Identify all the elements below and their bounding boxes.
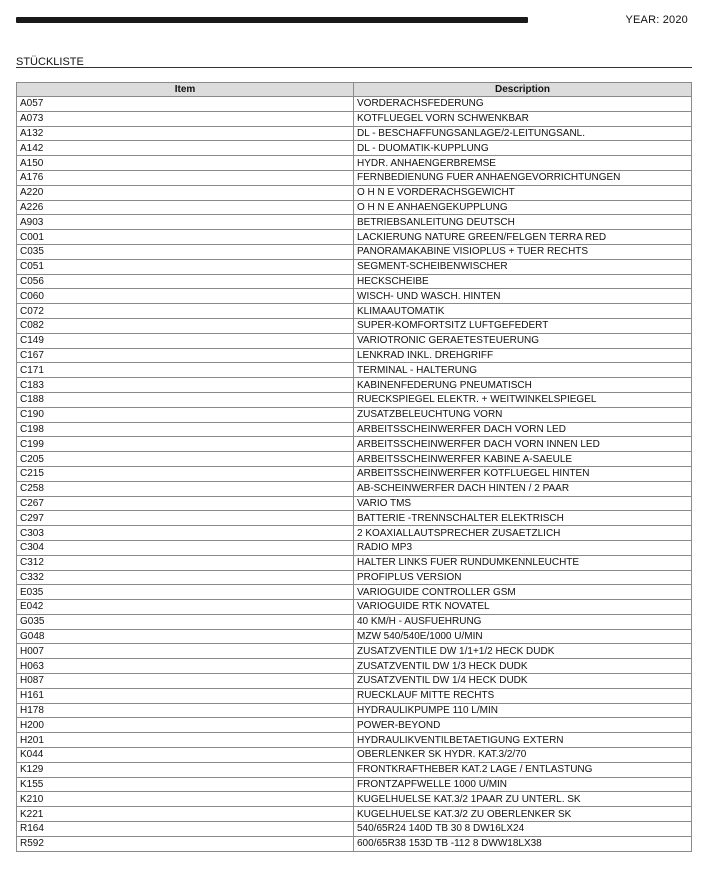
table-row — [17, 392, 692, 407]
table-row — [17, 407, 692, 422]
table-row — [17, 289, 692, 304]
item-code-cell: K044 — [17, 748, 354, 763]
table-row — [17, 526, 692, 541]
item-description-cell: RUECKLAUF MITTE RECHTS — [354, 688, 692, 703]
item-description-cell: ZUSATZBELEUCHTUNG VORN — [354, 407, 692, 422]
item-code-cell: C188 — [17, 392, 354, 407]
item-description-cell: ZUSATZVENTILE DW 1/1+1/2 HECK DUDK — [354, 644, 692, 659]
item-code-cell: A142 — [17, 141, 354, 156]
table-row — [17, 511, 692, 526]
table-row — [17, 111, 692, 126]
table-row — [17, 540, 692, 555]
item-description-cell: LENKRAD INKL. DREHGRIFF — [354, 348, 692, 363]
item-code-cell: C332 — [17, 570, 354, 585]
table-row — [17, 126, 692, 141]
table-row — [17, 230, 692, 245]
item-code-cell: R592 — [17, 836, 354, 851]
item-description-cell: KUGELHUELSE KAT.3/2 1PAAR ZU UNTERL. SK — [354, 792, 692, 807]
table-row — [17, 555, 692, 570]
table-row — [17, 363, 692, 378]
table-row — [17, 585, 692, 600]
item-description-cell: PROFIPLUS VERSION — [354, 570, 692, 585]
item-description-cell: POWER-BEYOND — [354, 718, 692, 733]
item-description-cell: VARIOGUIDE RTK NOVATEL — [354, 600, 692, 615]
year-label: YEAR: 2020 — [625, 14, 688, 26]
item-description-cell: TERMINAL - HALTERUNG — [354, 363, 692, 378]
item-code-cell: C167 — [17, 348, 354, 363]
table-row — [17, 215, 692, 230]
table-row — [17, 318, 692, 333]
item-description-cell: HECKSCHEIBE — [354, 274, 692, 289]
table-row — [17, 200, 692, 215]
item-description-cell: 540/65R24 140D TB 30 8 DW16LX24 — [354, 822, 692, 837]
item-code-cell: A073 — [17, 111, 354, 126]
item-code-cell: A903 — [17, 215, 354, 230]
item-description-cell: ARBEITSSCHEINWERFER KOTFLUEGEL HINTEN — [354, 466, 692, 481]
item-description-cell: ZUSATZVENTIL DW 1/3 HECK DUDK — [354, 659, 692, 674]
item-code-cell: C072 — [17, 304, 354, 319]
item-description-cell: BETRIEBSANLEITUNG DEUTSCH — [354, 215, 692, 230]
item-description-cell: ZUSATZVENTIL DW 1/4 HECK DUDK — [354, 674, 692, 689]
item-code-cell: C215 — [17, 466, 354, 481]
item-description-cell: VARIO TMS — [354, 496, 692, 511]
item-description-cell: KLIMAAUTOMATIK — [354, 304, 692, 319]
item-code-cell: A132 — [17, 126, 354, 141]
parts-table — [16, 82, 692, 852]
item-code-cell: A226 — [17, 200, 354, 215]
item-code-cell: G035 — [17, 614, 354, 629]
item-code-cell: C001 — [17, 230, 354, 245]
table-row — [17, 348, 692, 363]
item-code-cell: C297 — [17, 511, 354, 526]
item-description-cell: HYDRAULIKVENTILBETAETIGUNG EXTERN — [354, 733, 692, 748]
item-description-cell: ARBEITSSCHEINWERFER DACH VORN INNEN LED — [354, 437, 692, 452]
table-row — [17, 481, 692, 496]
item-code-cell: A176 — [17, 170, 354, 185]
table-row — [17, 185, 692, 200]
table-row — [17, 703, 692, 718]
table-row — [17, 437, 692, 452]
item-description-cell: LACKIERUNG NATURE GREEN/FELGEN TERRA RED — [354, 230, 692, 245]
item-description-cell: KUGELHUELSE KAT.3/2 ZU OBERLENKER SK — [354, 807, 692, 822]
table-row — [17, 614, 692, 629]
item-description-cell: RUECKSPIEGEL ELEKTR. + WEITWINKELSPIEGEL — [354, 392, 692, 407]
item-description-cell: HYDRAULIKPUMPE 110 L/MIN — [354, 703, 692, 718]
item-description-cell: RADIO MP3 — [354, 540, 692, 555]
item-code-cell: H178 — [17, 703, 354, 718]
item-code-cell: H007 — [17, 644, 354, 659]
item-code-cell: A150 — [17, 156, 354, 171]
table-row — [17, 792, 692, 807]
item-code-cell: R164 — [17, 822, 354, 837]
table-row — [17, 748, 692, 763]
item-description-cell: SEGMENT-SCHEIBENWISCHER — [354, 259, 692, 274]
item-description-cell: FRONTZAPFWELLE 1000 U/MIN — [354, 777, 692, 792]
item-code-cell: C258 — [17, 481, 354, 496]
item-description-cell: VARIOTRONIC GERAETESTEUERUNG — [354, 333, 692, 348]
item-description-cell: WISCH- UND WASCH. HINTEN — [354, 289, 692, 304]
item-description-cell: HALTER LINKS FUER RUNDUMKENNLEUCHTE — [354, 555, 692, 570]
table-row — [17, 156, 692, 171]
item-code-cell: H087 — [17, 674, 354, 689]
item-description-cell: SUPER-KOMFORTSITZ LUFTGEFEDERT — [354, 318, 692, 333]
item-code-cell: H201 — [17, 733, 354, 748]
table-row — [17, 807, 692, 822]
item-code-cell: C082 — [17, 318, 354, 333]
item-code-cell: C171 — [17, 363, 354, 378]
item-code-cell: C051 — [17, 259, 354, 274]
item-description-cell: KABINENFEDERUNG PNEUMATISCH — [354, 378, 692, 393]
item-description-cell: VARIOGUIDE CONTROLLER GSM — [354, 585, 692, 600]
item-code-cell: H063 — [17, 659, 354, 674]
item-code-cell: C303 — [17, 526, 354, 541]
table-row — [17, 822, 692, 837]
section-divider — [16, 67, 692, 68]
table-row — [17, 688, 692, 703]
table-row — [17, 674, 692, 689]
table-row — [17, 97, 692, 112]
item-description-cell: HYDR. ANHAENGERBREMSE — [354, 156, 692, 171]
table-row — [17, 259, 692, 274]
table-row — [17, 141, 692, 156]
item-code-cell: C060 — [17, 289, 354, 304]
item-description-cell: O H N E ANHAENGEKUPPLUNG — [354, 200, 692, 215]
item-code-cell: C035 — [17, 244, 354, 259]
item-description-cell: MZW 540/540E/1000 U/MIN — [354, 629, 692, 644]
item-code-cell: K221 — [17, 807, 354, 822]
item-description-cell: OBERLENKER SK HYDR. KAT.3/2/70 — [354, 748, 692, 763]
table-row — [17, 274, 692, 289]
section-title: STÜCKLISTE — [16, 56, 84, 68]
column-header-item: Item — [17, 83, 354, 97]
table-row — [17, 170, 692, 185]
table-row — [17, 496, 692, 511]
item-code-cell: H200 — [17, 718, 354, 733]
item-description-cell: 2 KOAXIALLAUTSPRECHER ZUSAETZLICH — [354, 526, 692, 541]
item-code-cell: K155 — [17, 777, 354, 792]
table-row — [17, 304, 692, 319]
item-description-cell: 600/65R38 153D TB -112 8 DWW18LX38 — [354, 836, 692, 851]
document-header — [16, 14, 692, 30]
item-description-cell: DL - DUOMATIK-KUPPLUNG — [354, 141, 692, 156]
item-code-cell: C312 — [17, 555, 354, 570]
item-description-cell: AB-SCHEINWERFER DACH HINTEN / 2 PAAR — [354, 481, 692, 496]
redacted-title — [16, 17, 528, 23]
table-row — [17, 333, 692, 348]
item-description-cell: O H N E VORDERACHSGEWICHT — [354, 185, 692, 200]
item-description-cell: BATTERIE -TRENNSCHALTER ELEKTRISCH — [354, 511, 692, 526]
table-row — [17, 466, 692, 481]
table-row — [17, 762, 692, 777]
item-code-cell: E035 — [17, 585, 354, 600]
item-code-cell: C183 — [17, 378, 354, 393]
item-code-cell: C205 — [17, 452, 354, 467]
item-description-cell: VORDERACHSFEDERUNG — [354, 97, 692, 112]
item-code-cell: G048 — [17, 629, 354, 644]
item-description-cell: KOTFLUEGEL VORN SCHWENKBAR — [354, 111, 692, 126]
table-row — [17, 244, 692, 259]
item-code-cell: K210 — [17, 792, 354, 807]
item-code-cell: C267 — [17, 496, 354, 511]
table-row — [17, 422, 692, 437]
item-code-cell: C199 — [17, 437, 354, 452]
table-row — [17, 378, 692, 393]
table-row — [17, 629, 692, 644]
table-header-row — [17, 83, 692, 97]
table-row — [17, 570, 692, 585]
table-row — [17, 600, 692, 615]
item-code-cell: C198 — [17, 422, 354, 437]
table-row — [17, 644, 692, 659]
item-code-cell: C056 — [17, 274, 354, 289]
item-code-cell: C149 — [17, 333, 354, 348]
item-description-cell: FRONTKRAFTHEBER KAT.2 LAGE / ENTLASTUNG — [354, 762, 692, 777]
table-row — [17, 836, 692, 851]
table-row — [17, 733, 692, 748]
table-row — [17, 452, 692, 467]
table-row — [17, 718, 692, 733]
item-description-cell: PANORAMAKABINE VISIOPLUS + TUER RECHTS — [354, 244, 692, 259]
item-description-cell: 40 KM/H - AUSFUEHRUNG — [354, 614, 692, 629]
item-code-cell: K129 — [17, 762, 354, 777]
item-code-cell: A220 — [17, 185, 354, 200]
item-code-cell: C304 — [17, 540, 354, 555]
item-description-cell: ARBEITSSCHEINWERFER KABINE A-SAEULE — [354, 452, 692, 467]
table-row — [17, 659, 692, 674]
item-description-cell: DL - BESCHAFFUNGSANLAGE/2-LEITUNGSANL. — [354, 126, 692, 141]
item-code-cell: E042 — [17, 600, 354, 615]
item-description-cell: FERNBEDIENUNG FUER ANHAENGEVORRICHTUNGEN — [354, 170, 692, 185]
column-header-description: Description — [354, 83, 692, 97]
item-description-cell: ARBEITSSCHEINWERFER DACH VORN LED — [354, 422, 692, 437]
table-row — [17, 777, 692, 792]
item-code-cell: A057 — [17, 97, 354, 112]
table-body — [17, 97, 692, 852]
item-code-cell: H161 — [17, 688, 354, 703]
item-code-cell: C190 — [17, 407, 354, 422]
